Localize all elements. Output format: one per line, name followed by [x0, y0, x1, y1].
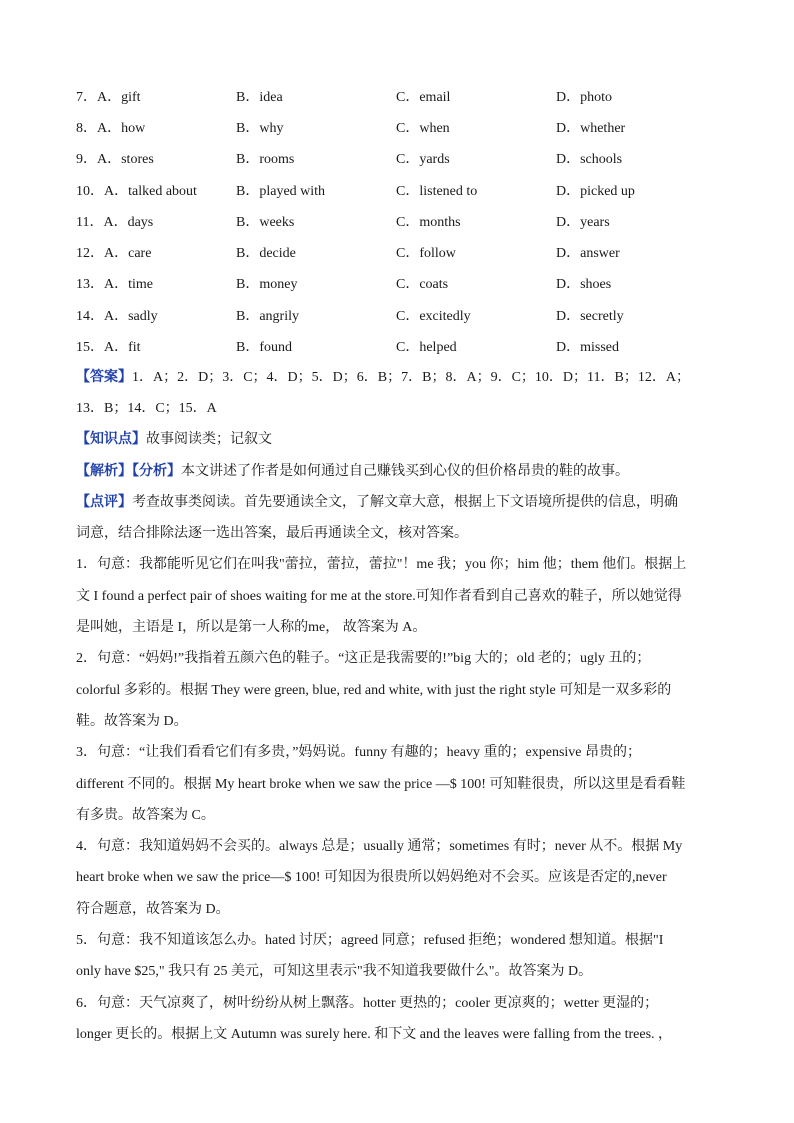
option-b: B．angrily: [236, 308, 299, 324]
option-b: B．why: [236, 120, 284, 136]
explanation-1: [76, 549, 724, 643]
option-d: D．whether: [556, 120, 626, 136]
comment-tag: 【点评】: [76, 494, 132, 510]
option-a: 9．A．stores: [76, 152, 154, 168]
explanation-line: 有多贵。故答案为 C。: [76, 807, 215, 823]
comment-line-2: 词意，结合排除法逐一选出答案，最后再通读全文，核对答案。: [76, 526, 468, 542]
option-row: [76, 299, 724, 330]
answer-section: [76, 362, 724, 425]
answer-line: [76, 362, 724, 393]
explanation-3: [76, 737, 724, 831]
option-b: B．found: [236, 340, 292, 356]
comment-section: [76, 487, 724, 550]
option-c: C．email: [396, 89, 451, 105]
explanation-2: [76, 643, 724, 737]
option-d: D．missed: [556, 340, 619, 356]
explanation-line: 3．句意：“让我们看看它们有多贵，”妈妈说。funny 有趣的；heavy 重的；expensive 昂贵的；: [76, 745, 641, 761]
answer-text: 1．A；2．D；3．C；4．D；5．D；6．B；7．B；8．A；9．C；10．D；11．B；12．A；: [132, 369, 690, 385]
explanation-line: 6．句意：天气凉爽了，树叶纷纷从树上飘落。hotter 更热的；cooler 更凉爽的；wetter 更湿的；: [76, 995, 659, 1011]
explanation-line: only have $25," 我只有 25 美元，可知这里表示"我不知道我要做什么"。故答案为 D。: [76, 964, 593, 980]
option-d: D．answer: [556, 246, 620, 262]
option-c: C．months: [396, 214, 461, 230]
knowledge-text: 故事阅读类；记叙文: [146, 432, 272, 448]
option-a: 7．A．gift: [76, 89, 141, 105]
option-d: D．shoes: [556, 277, 612, 293]
option-c: C．when: [396, 120, 450, 136]
analysis-text: 本文讲述了作者是如何通过自己赚钱买到心仪的但价格昂贵的鞋的故事。: [181, 463, 629, 479]
option-b: B．idea: [236, 89, 283, 105]
explanation-line: 鞋。故答案为 D。: [76, 713, 188, 729]
option-a: 10．A．talked about: [76, 183, 197, 199]
document-page: [76, 80, 724, 1050]
option-row: [76, 330, 724, 361]
option-b: B．rooms: [236, 152, 295, 168]
option-c: C．excitedly: [396, 308, 471, 324]
option-d: D．schools: [556, 152, 623, 168]
explanation-line: 文 I found a perfect pair of shoes waiting for me at the store.可知作者看到自己喜欢的鞋子，所以她觉得: [76, 588, 682, 604]
explanation-line: colorful 多彩的。根据 They were green, blue, red and white, with just the right style 可知是一双多彩的: [76, 682, 672, 698]
explanation-line: 5．句意：我不知道该怎么办。hated 讨厌；agreed 同意；refused 拒绝；wondered 想知道。根据"I: [76, 933, 664, 949]
option-a: 12．A．care: [76, 246, 152, 262]
option-row: [76, 143, 724, 174]
option-a: 14．A．sadly: [76, 308, 158, 324]
option-c: C．follow: [396, 246, 456, 262]
options-block: [76, 80, 724, 362]
option-b: B．money: [236, 277, 298, 293]
comment-text: 考查故事类阅读。首先要通读全文，了解文章大意，根据上下文语境所提供的信息，明确: [132, 494, 678, 510]
knowledge-tag: 【知识点】: [76, 432, 146, 448]
option-b: B．played with: [236, 183, 326, 199]
option-row: [76, 236, 724, 267]
option-d: D．picked up: [556, 183, 635, 199]
option-row: [76, 111, 724, 142]
explanation-5: [76, 925, 724, 988]
option-row: [76, 80, 724, 111]
explanation-line: different 不同的。根据 My heart broke when we saw the price —$ 100! 可知鞋很贵，所以这里是看看鞋: [76, 776, 686, 792]
option-row: [76, 174, 724, 205]
option-c: C．helped: [396, 340, 457, 356]
explanation-line: 2．句意：“妈妈!”我指着五颜六色的鞋子。“这正是我需要的!”big 大的；old 老的；ugly 丑的；: [76, 651, 651, 667]
option-b: B．weeks: [236, 214, 295, 230]
option-d: D．photo: [556, 89, 612, 105]
option-a: 11．A．days: [76, 214, 154, 230]
explanation-line: longer 更长的。根据上文 Autumn was surely here. 和下文 and the leaves were falling from the trees. ，: [76, 1026, 673, 1042]
option-d: D．years: [556, 214, 610, 230]
option-row: [76, 268, 724, 299]
option-a: 15．A．fit: [76, 340, 141, 356]
analysis-tag: 【解析】【分析】: [76, 463, 181, 479]
option-c: C．coats: [396, 277, 449, 293]
option-a: 13．A．time: [76, 277, 153, 293]
comment-line: [76, 487, 724, 518]
answer-tag: 【答案】: [76, 369, 132, 385]
explanation-6: [76, 988, 724, 1051]
explanation-line: 4．句意：我知道妈妈不会买的。always 总是；usually 通常；sometimes 有时；never 从不。根据 My: [76, 839, 683, 855]
option-a: 8．A．how: [76, 120, 146, 136]
explanation-line: 是叫她，主语是 I，所以是第一人称的me， 故答案为 A。: [76, 620, 427, 636]
option-c: C．listened to: [396, 183, 478, 199]
option-c: C．yards: [396, 152, 450, 168]
option-b: B．decide: [236, 246, 296, 262]
option-d: D．secretly: [556, 308, 624, 324]
knowledge-point: [76, 424, 724, 455]
option-row: [76, 205, 724, 236]
explanation-line: 1．句意：我都能听见它们在叫我"蕾拉，蕾拉，蕾拉"！me 我；you 你；him 他；them 他们。根据上: [76, 557, 687, 573]
explanation-4: [76, 831, 724, 925]
explanation-line: 符合题意，故答案为 D。: [76, 901, 230, 917]
explanation-line: heart broke when we saw the price—$ 100! 可知因为很贵所以妈妈绝对不会买。应该是否定的,never: [76, 870, 667, 886]
answer-line-2: 13．B；14．C；15．A: [76, 400, 217, 416]
analysis-line: [76, 456, 724, 487]
